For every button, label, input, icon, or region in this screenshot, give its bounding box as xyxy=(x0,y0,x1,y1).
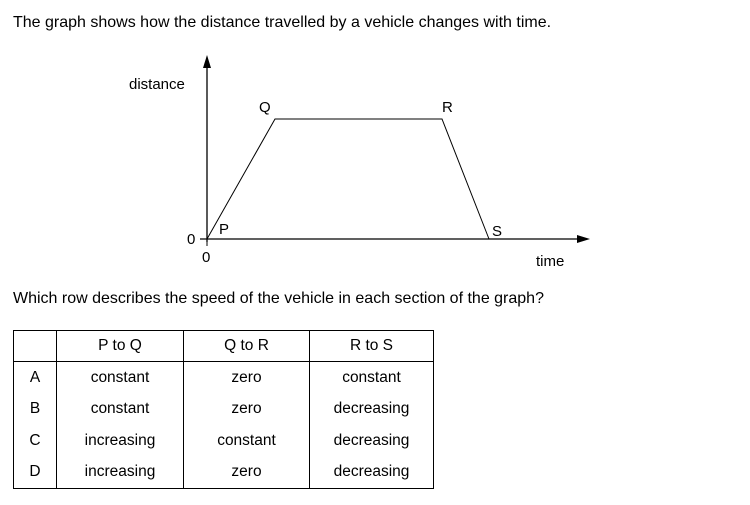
origin-y-label: 0 xyxy=(187,231,196,248)
question-text: Which row describes the speed of the vehicle in each section of the graph? xyxy=(13,290,544,307)
table-row[interactable] xyxy=(14,362,434,394)
point-label-s: S xyxy=(492,223,503,240)
intro-text: The graph shows how the distance travelled by a vehicle changes with time. xyxy=(13,14,552,31)
table-header-letter xyxy=(14,331,57,362)
table-row[interactable] xyxy=(14,425,434,457)
row-letter: C xyxy=(14,425,57,457)
cell-r-to-s: decreasing xyxy=(310,425,434,457)
y-axis-label: distance xyxy=(129,76,185,93)
table-header-row xyxy=(14,331,434,362)
cell-q-to-r: zero xyxy=(184,362,310,394)
row-letter: A xyxy=(14,362,57,394)
x-axis-arrowhead xyxy=(577,235,590,243)
point-label-p: P xyxy=(219,221,230,238)
cell-q-to-r: zero xyxy=(184,394,310,426)
cell-p-to-q: increasing xyxy=(57,457,184,489)
cell-p-to-q: constant xyxy=(57,394,184,426)
point-label-q: Q xyxy=(259,99,271,116)
row-letter: B xyxy=(14,394,57,426)
cell-q-to-r: constant xyxy=(184,425,310,457)
cell-q-to-r: zero xyxy=(184,457,310,489)
cell-r-to-s: decreasing xyxy=(310,457,434,489)
table-header-q-to-r: Q to R xyxy=(184,331,310,362)
table-row[interactable] xyxy=(14,394,434,426)
cell-r-to-s: decreasing xyxy=(310,394,434,426)
cell-p-to-q: increasing xyxy=(57,425,184,457)
cell-p-to-q: constant xyxy=(57,362,184,394)
table-header-r-to-s: R to S xyxy=(310,331,434,362)
table-row[interactable] xyxy=(14,457,434,489)
row-letter: D xyxy=(14,457,57,489)
y-axis-arrowhead xyxy=(203,55,211,68)
distance-time-line xyxy=(207,119,489,239)
x-axis-label: time xyxy=(536,253,565,270)
answer-table xyxy=(13,330,434,489)
point-label-r: R xyxy=(442,99,453,116)
cell-r-to-s: constant xyxy=(310,362,434,394)
table-header-p-to-q: P to Q xyxy=(57,331,184,362)
origin-x-label: 0 xyxy=(202,249,211,266)
